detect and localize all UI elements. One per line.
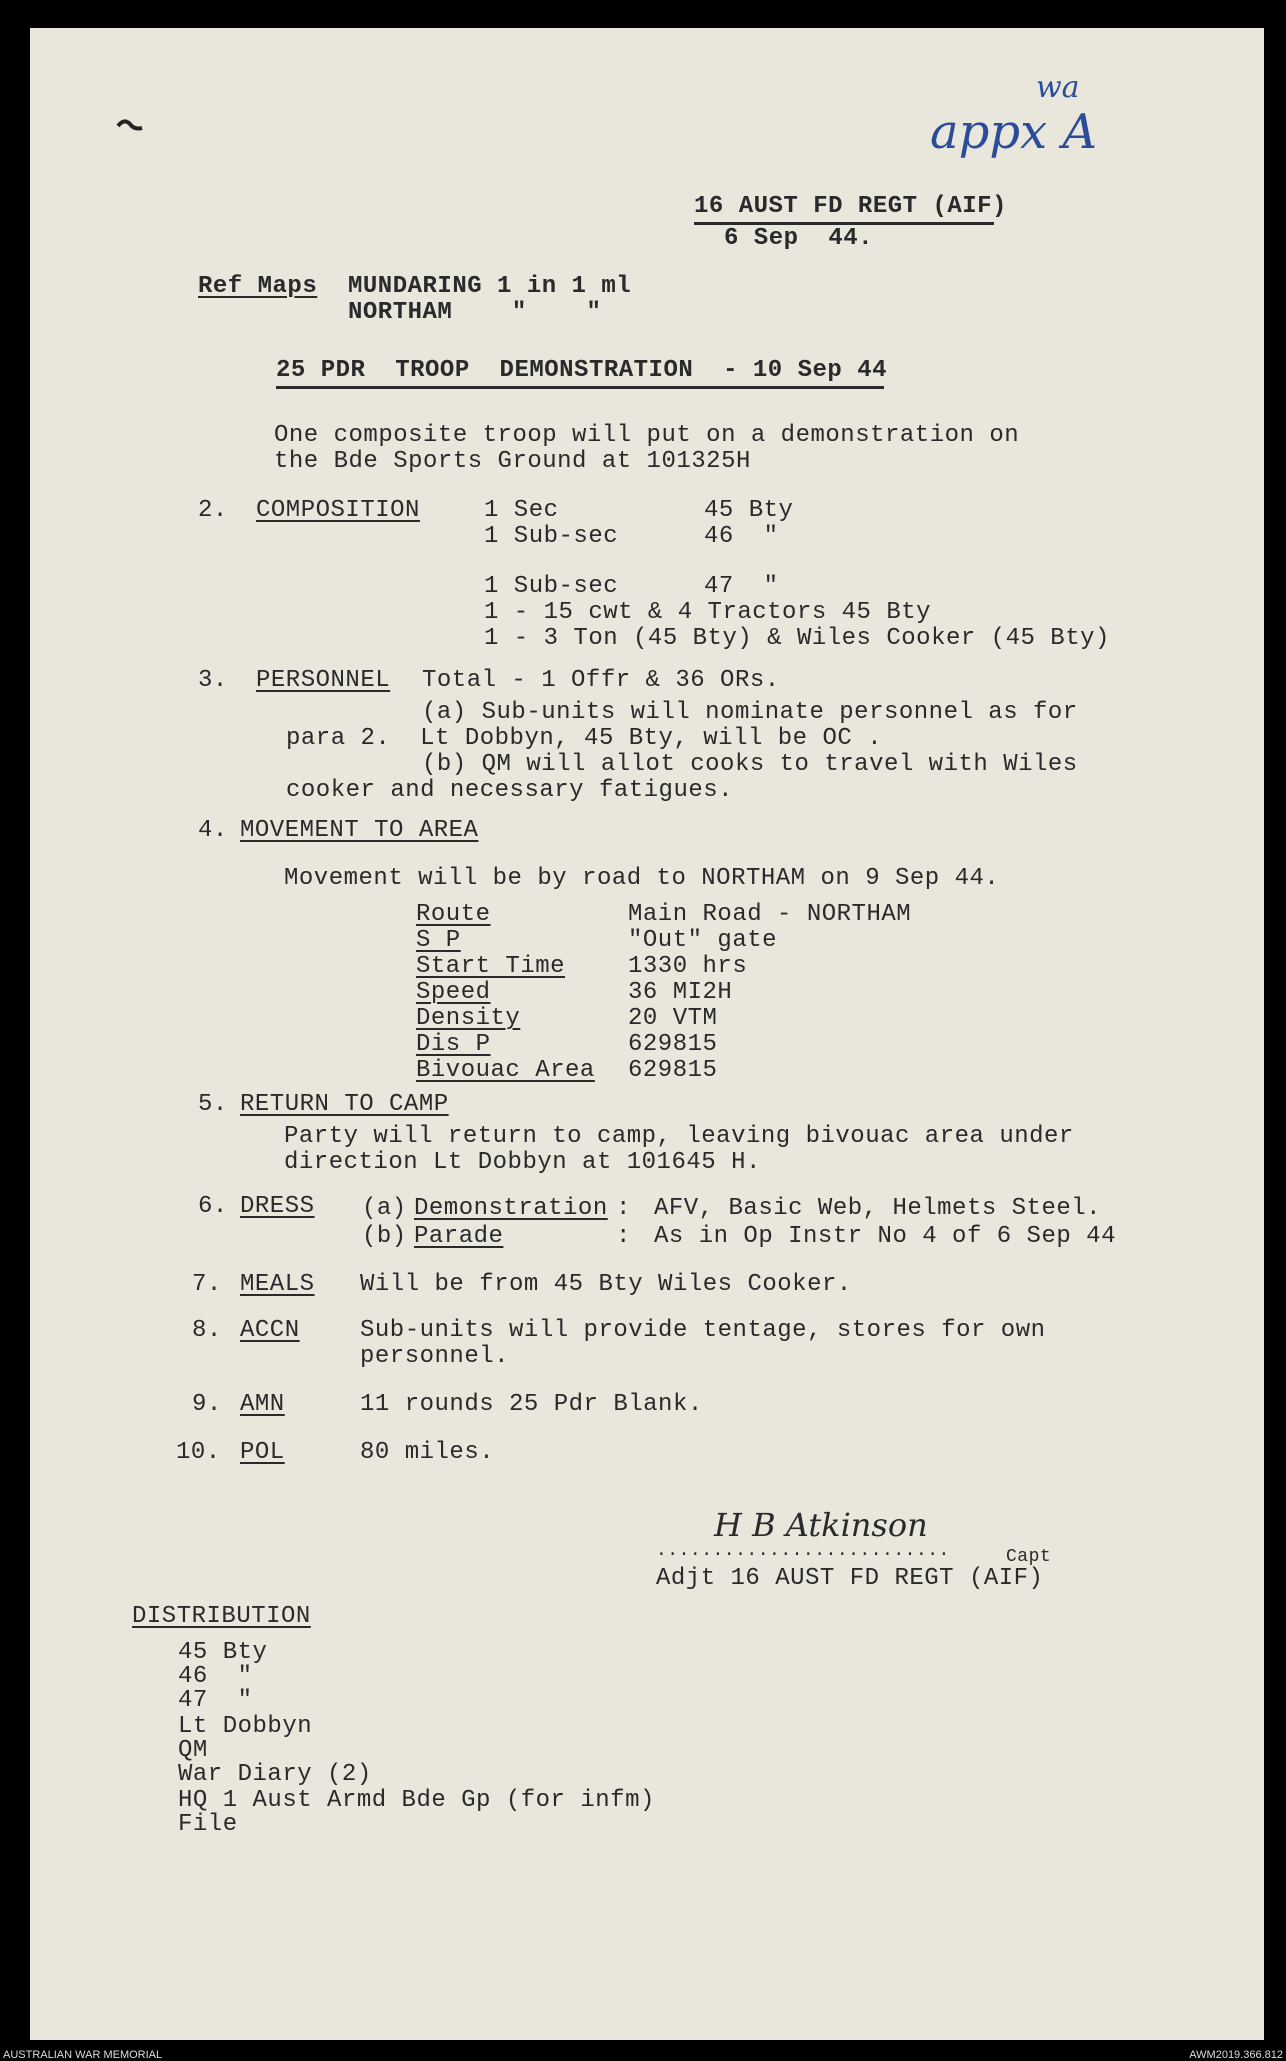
composition-line: 1 - 15 cwt & 4 Tractors 45 Bty (484, 599, 932, 626)
personnel-line: cooker and necessary fatigues. (286, 777, 734, 804)
movement-key: Bivouac Area (416, 1057, 595, 1084)
meals-text: Will be from 45 Bty Wiles Cooker. (360, 1271, 852, 1298)
intro-line-1: One composite troop will put on a demonstration on (274, 422, 1020, 449)
movement-key: Route (416, 901, 491, 928)
handwritten-note-top: wa (1036, 70, 1080, 105)
movement-value: Main Road - NORTHAM (628, 901, 912, 928)
pol-label: POL (240, 1439, 285, 1466)
composition-item: 1 Sub-sec (484, 523, 619, 550)
distribution-label: DISTRIBUTION (132, 1603, 311, 1630)
accn-label: ACCN (240, 1317, 300, 1344)
signature-rank: Capt (1006, 1547, 1052, 1567)
punch-hole-mark (116, 116, 146, 136)
composition-unit: 46 " (704, 523, 779, 550)
movement-value: 629815 (628, 1031, 718, 1058)
ref-maps-label: Ref Maps (198, 273, 318, 300)
dress-b-label: Parade (414, 1223, 504, 1250)
distribution-item: 45 Bty (178, 1639, 268, 1666)
distribution-item: Lt Dobbyn (178, 1713, 313, 1740)
composition-item: 1 Sub-sec (484, 573, 619, 600)
footer-archive-name: AUSTRALIAN WAR MEMORIAL (3, 2049, 163, 2061)
movement-value: "Out" gate (628, 927, 778, 954)
dress-a-separator: : (616, 1195, 631, 1222)
movement-value: 36 MI2H (628, 979, 733, 1006)
meals-label: MEALS (240, 1271, 315, 1298)
handwritten-note-appendix: appx A (930, 104, 1098, 160)
dress-number: 6. (198, 1193, 228, 1220)
dress-a-prefix: (a) (362, 1195, 407, 1222)
signature-appointment: Adjt 16 AUST FD REGT (AIF) (656, 1565, 1044, 1592)
composition-unit: 47 " (704, 573, 779, 600)
personnel-line: para 2. Lt Dobbyn, 45 Bty, will be OC . (286, 725, 883, 752)
accn-line-1: Sub-units will provide tentage, stores for own (360, 1317, 1046, 1344)
amn-number: 9. (192, 1391, 222, 1418)
accn-line-2: personnel. (360, 1343, 510, 1370)
dress-b-separator: : (616, 1223, 631, 1250)
distribution-item: File (178, 1811, 238, 1838)
document-title-underline (276, 386, 884, 389)
return-label: RETURN TO CAMP (240, 1091, 449, 1118)
movement-key: Dis P (416, 1031, 491, 1058)
movement-value: 629815 (628, 1057, 718, 1084)
distribution-item: War Diary (2) (178, 1761, 372, 1788)
dress-b-prefix: (b) (362, 1223, 407, 1250)
movement-key: Start Time (416, 953, 566, 980)
ref-maps-line-2: NORTHAM " " (348, 299, 602, 326)
movement-key: Speed (416, 979, 491, 1006)
distribution-item: 47 " (178, 1687, 253, 1714)
signature-dots: .......................... (656, 1541, 950, 1561)
composition-label: COMPOSITION (256, 497, 420, 524)
return-number: 5. (198, 1091, 228, 1118)
meals-number: 7. (192, 1271, 222, 1298)
personnel-line: (a) Sub-units will nominate personnel as for (422, 699, 1078, 726)
footer-accession-number: AWM2019.366.812 (1189, 2049, 1283, 2061)
personnel-label: PERSONNEL (256, 667, 391, 694)
movement-key: Density (416, 1005, 521, 1032)
distribution-item: QM (178, 1737, 208, 1764)
document-date: 6 Sep 44. (724, 225, 874, 252)
accn-number: 8. (192, 1317, 222, 1344)
composition-unit: 45 Bty (704, 497, 794, 524)
intro-line-2: the Bde Sports Ground at 101325H (274, 448, 751, 475)
return-line: Party will return to camp, leaving bivouac area under (284, 1123, 1074, 1150)
movement-text: Movement will be by road to NORTHAM on 9 Sep 44. (284, 865, 1000, 892)
document-page (30, 28, 1264, 2040)
document-title: 25 PDR TROOP DEMONSTRATION - 10 Sep 44 (276, 357, 887, 384)
movement-value: 1330 hrs (628, 953, 748, 980)
personnel-number: 3. (198, 667, 228, 694)
pol-text: 80 miles. (360, 1439, 495, 1466)
return-line: direction Lt Dobbyn at 101645 H. (284, 1149, 761, 1176)
pol-number: 10. (176, 1439, 221, 1466)
dress-a-text: AFV, Basic Web, Helmets Steel. (654, 1195, 1102, 1222)
movement-number: 4. (198, 817, 228, 844)
distribution-item: HQ 1 Aust Armd Bde Gp (for infm) (178, 1787, 655, 1814)
composition-line: 1 - 3 Ton (45 Bty) & Wiles Cooker (45 Bty) (484, 625, 1110, 652)
dress-b-text: As in Op Instr No 4 of 6 Sep 44 (654, 1223, 1116, 1250)
composition-number: 2. (198, 497, 228, 524)
amn-label: AMN (240, 1391, 285, 1418)
movement-label: MOVEMENT TO AREA (240, 817, 479, 844)
amn-text: 11 rounds 25 Pdr Blank. (360, 1391, 703, 1418)
personnel-line: (b) QM will allot cooks to travel with Wiles (422, 751, 1078, 778)
movement-key: S P (416, 927, 461, 954)
composition-item: 1 Sec (484, 497, 559, 524)
ref-maps-line-1: MUNDARING 1 in 1 ml (348, 273, 632, 300)
distribution-item: 46 " (178, 1663, 253, 1690)
personnel-total: Total - 1 Offr & 36 ORs. (422, 667, 780, 694)
unit-heading: 16 AUST FD REGT (AIF) (694, 193, 1007, 220)
movement-value: 20 VTM (628, 1005, 718, 1032)
dress-label: DRESS (240, 1193, 315, 1220)
dress-a-label: Demonstration (414, 1195, 608, 1222)
handwritten-signature: H B Atkinson (714, 1506, 928, 1544)
